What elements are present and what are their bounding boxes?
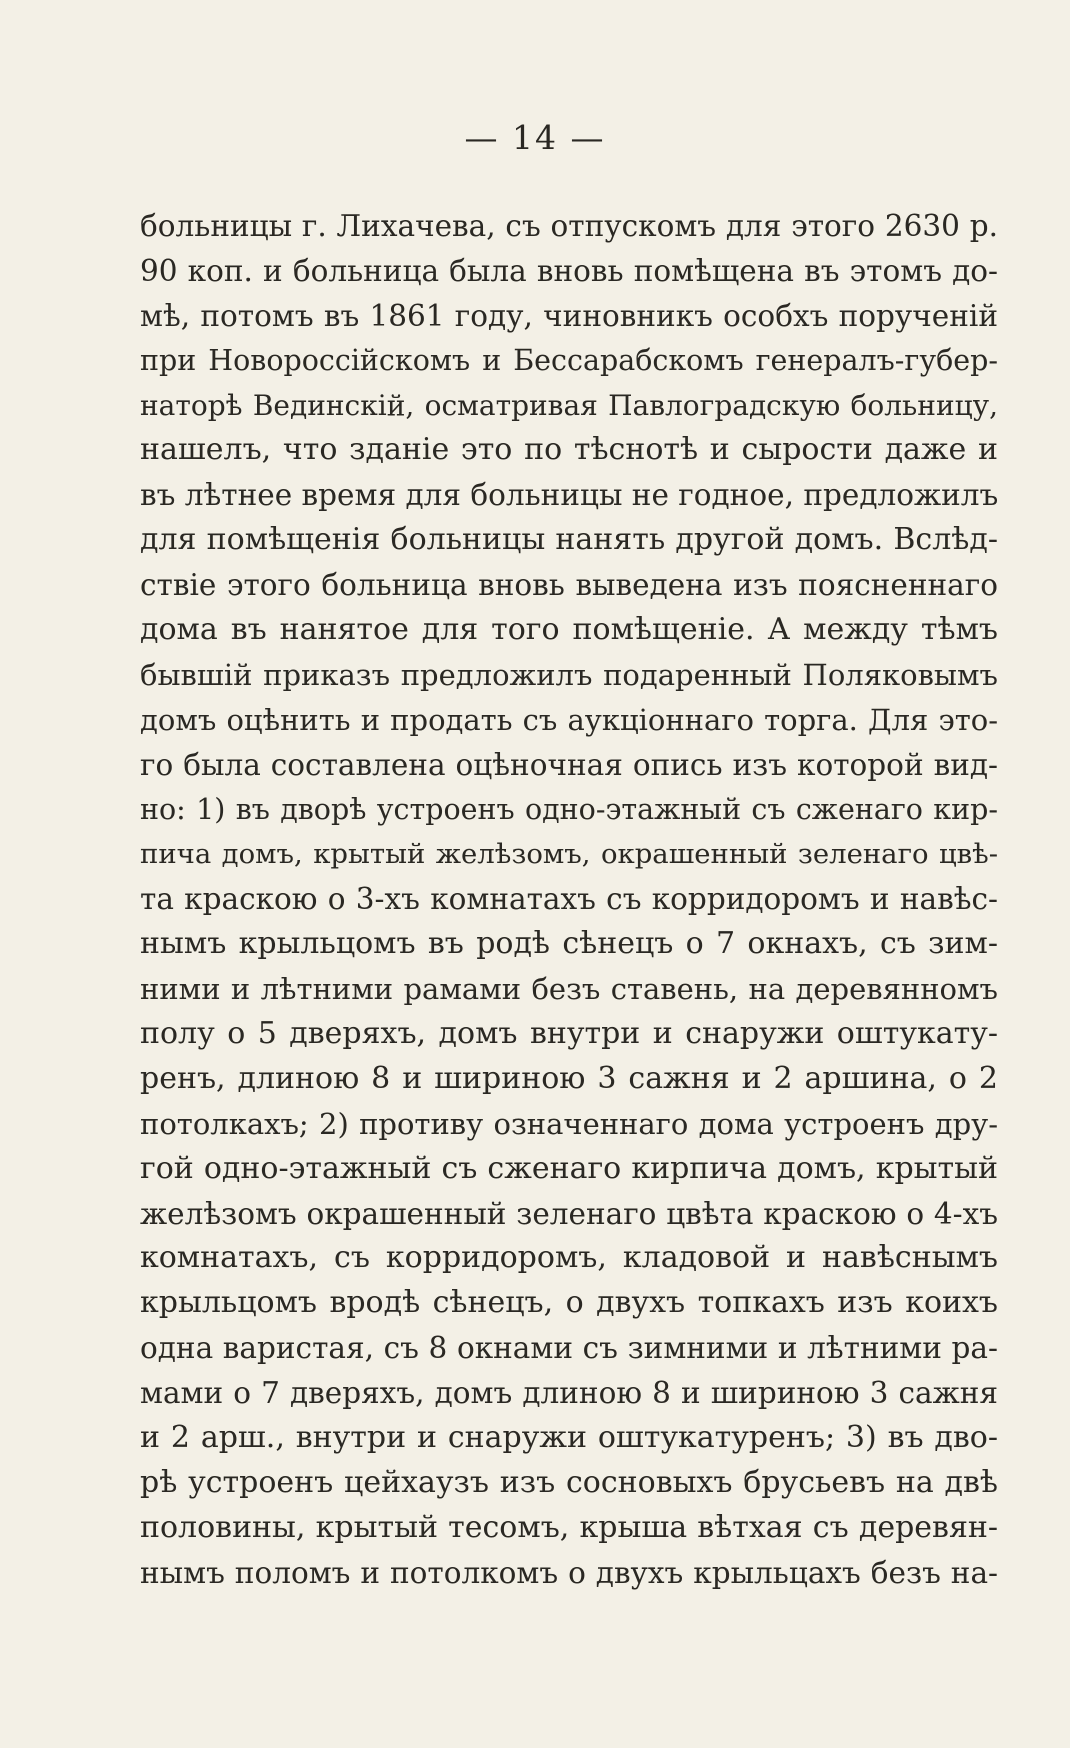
text-line: наторѣ Вединскій, осматривая Павлоградскую больницу, xyxy=(140,388,998,422)
text-line: нымъ крыльцомъ въ родѣ сѣнецъ о 7 окнахъ, съ зим- xyxy=(140,926,998,962)
text-line: гой одно-этажный съ сженаго кирпича домъ, крытый xyxy=(140,1150,998,1186)
text-line: дома въ нанятое для того помѣщеніе. А между тѣмъ xyxy=(140,612,998,648)
text-line: для помѣщенія больницы нанять другой домъ. Вслѣд- xyxy=(140,522,998,558)
text-line: половины, крытый тесомъ, крыша вѣтхая съ деревян- xyxy=(140,1509,998,1545)
text-line: ними и лѣтними рамами безъ ставень, на деревянномъ xyxy=(140,972,998,1007)
text-line: ренъ, длиною 8 и шириною 3 сажня и 2 аршина, о 2 xyxy=(140,1060,998,1096)
text-line: потолкахъ; 2) противу означеннаго дома устроенъ дру- xyxy=(140,1106,998,1141)
text-line: больницы г. Лихачева, съ отпускомъ для этого 2630 р. xyxy=(140,209,998,243)
text-line: та краскою о 3-хъ комнатахъ съ корридоромъ и навѣс- xyxy=(140,882,998,917)
body-text xyxy=(140,204,998,1596)
text-line: одна варистая, съ 8 окнами съ зимними и лѣтними ра- xyxy=(140,1331,998,1366)
text-line: комнатахъ, съ корридоромъ, кладовой и навѣснымъ xyxy=(140,1240,998,1276)
text-line: пича домъ, крытый желѣзомъ, окрашенный зеленаго цвѣ- xyxy=(140,838,998,871)
text-line: нымъ поломъ и потолкомъ о двухъ крыльцахъ безъ на- xyxy=(140,1555,998,1590)
text-line: желѣзомъ окрашенный зеленаго цвѣта краскою о 4-хъ xyxy=(140,1196,998,1231)
text-line: домъ оцѣнить и продать съ аукціоннаго торга. Для это- xyxy=(140,702,998,737)
text-line: мами о 7 дверяхъ, домъ длиною 8 и шириною 3 сажня xyxy=(140,1376,998,1411)
text-line: 90 коп. и больница была вновь помѣщена въ этомъ до- xyxy=(140,253,998,288)
text-line: нашелъ, что зданіе это по тѣснотѣ и сырости даже и xyxy=(140,432,998,468)
text-line: ствіе этого больница вновь выведена изъ поясненнаго xyxy=(140,568,998,603)
text-line: рѣ устроенъ цейхаузъ изъ сосновыхъ брусьевъ на двѣ xyxy=(140,1464,998,1500)
text-line: полу о 5 дверяхъ, домъ внутри и снаружи оштукату- xyxy=(140,1016,998,1052)
text-line: въ лѣтнее время для больницы не годное, предложилъ xyxy=(140,478,998,513)
text-line: но: 1) въ дворѣ устроенъ одно-этажный съ сженаго кир- xyxy=(140,792,998,826)
text-line: бывшій приказъ предложилъ подаренный Поляковымъ xyxy=(140,657,998,692)
text-line: го была составлена оцѣночная опись изъ которой вид- xyxy=(140,747,998,782)
text-line: мѣ, потомъ въ 1861 году, чиновникъ особхъ порученій xyxy=(140,298,998,333)
page-number: — 14 — xyxy=(464,118,606,157)
text-line: при Новороссійскомъ и Бессарабскомъ генералъ-губер- xyxy=(140,343,998,377)
text-line: и 2 арш., внутри и снаружи оштукатуренъ; 3) въ дво- xyxy=(140,1420,998,1456)
text-line: крыльцомъ вродѣ сѣнецъ, о двухъ топкахъ изъ коихъ xyxy=(140,1285,998,1321)
